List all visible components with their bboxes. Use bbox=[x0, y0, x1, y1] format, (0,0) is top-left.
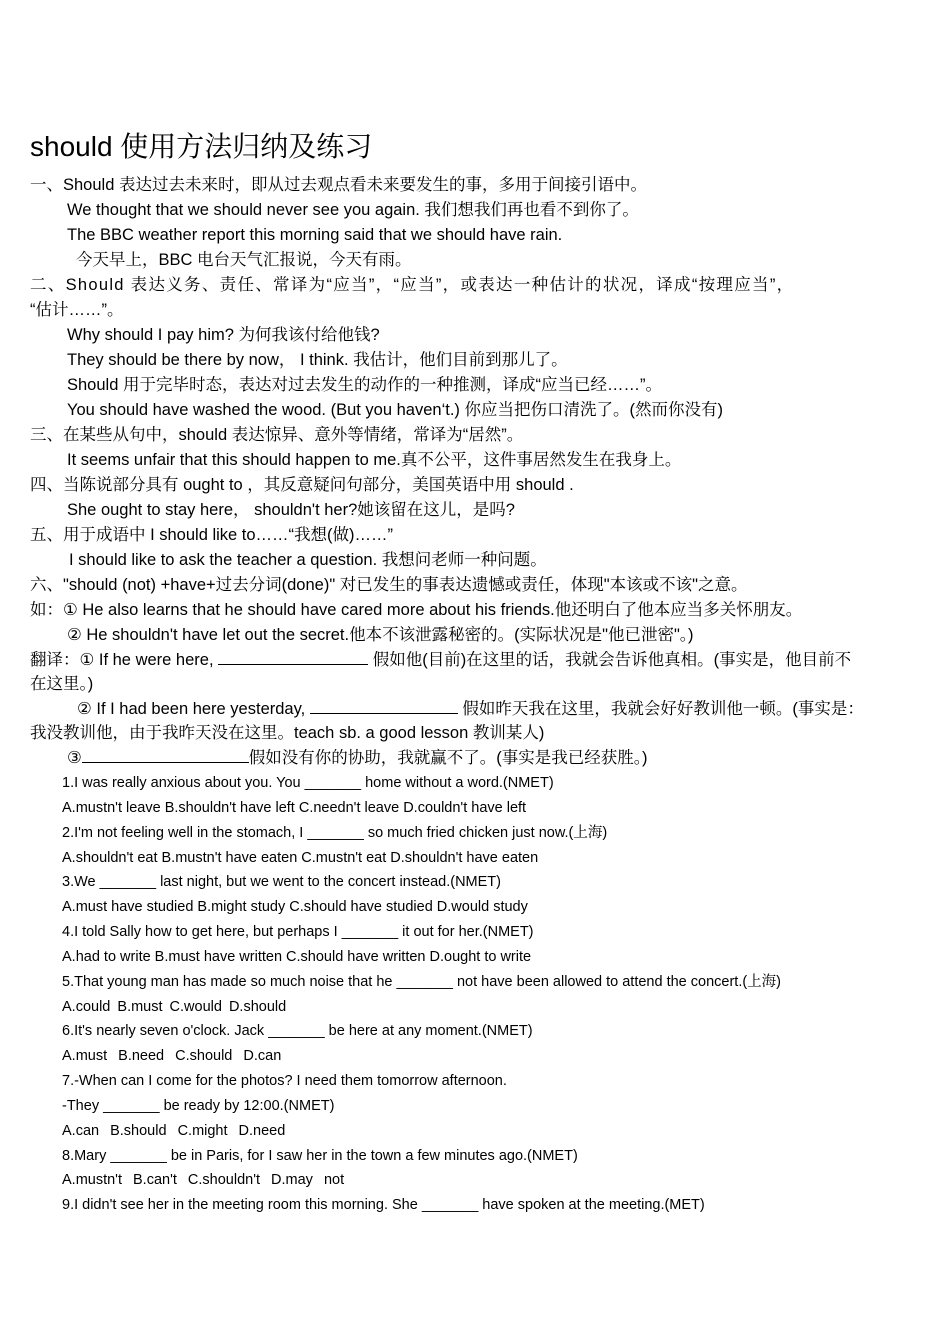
question: 9.I didn't see her in the meeting room this morning. She _______ have spoken at the meeting.(MET) bbox=[62, 1197, 705, 1213]
page-title: should 使用方法归纳及练习 bbox=[30, 131, 373, 162]
example-line: Why should I pay him? 为何我该付给他钱? bbox=[67, 326, 380, 344]
answer-options: A.mustn't leave B.shouldn't have left C.needn't leave D.couldn't have left bbox=[62, 800, 527, 816]
question: 1.I was really anxious about you. You _______ home without a word.(NMET) bbox=[62, 775, 554, 791]
example-line: ② He shouldn't have let out the secret.他本不该泄露秘密的。(实际状况是"他已泄密"。) bbox=[67, 626, 694, 644]
question: 5.That young man has made so much noise that he _______ not have been allowed to attend the concert.(上海) bbox=[62, 974, 782, 990]
answer-options: A.mustn't B.can't C.shouldn't D.may not bbox=[62, 1172, 345, 1188]
example-line: The BBC weather report this morning said that we should have rain. bbox=[67, 226, 563, 244]
answer-options: A.could B.must C.would D.should bbox=[62, 999, 287, 1015]
section-3-heading: 三、在某些从句中，should 表达惊异、意外等情绪，常译为“居然”。 bbox=[30, 426, 524, 444]
translation-item-2-cont: 我没教训他，由于我昨天没在这里。teach sb. a good lesson 教训某人) bbox=[30, 724, 545, 742]
example-line: It seems unfair that this should happen to me.真不公平，这件事居然发生在我身上。 bbox=[67, 451, 682, 469]
answer-options: A.had to write B.must have written C.should have written D.ought to write bbox=[62, 949, 532, 965]
translation-text: 假如昨天我在这里，我就会好好教训他一顿。(事实是： bbox=[457, 700, 864, 718]
translation-item-2 bbox=[77, 698, 864, 720]
note-line: Should 用于完毕时态，表达对过去发生的动作的一种推测，译成“应当已经……”。 bbox=[67, 376, 662, 394]
question: 2.I'm not feeling well in the stomach, I _______ so much fried chicken just now.(上海) bbox=[62, 825, 608, 841]
answer-options: A.must have studied B.might study C.should have studied D.would study bbox=[62, 899, 528, 915]
question: 8.Mary _______ be in Paris, for I saw her in the town a few minutes ago.(NMET) bbox=[62, 1148, 578, 1164]
translation-text: 假如没有你的协助，我就赢不了。(事实是我已经获胜。) bbox=[248, 749, 648, 767]
answer-blank bbox=[82, 748, 249, 763]
answer-options: A.shouldn't eat B.mustn't have eaten C.mustn't eat D.shouldn't have eaten bbox=[62, 850, 539, 866]
translation-text: ③ bbox=[67, 749, 82, 767]
section-1-heading: 一、Should 表达过去未来时，即从过去观点看未来要发生的事，多用于间接引语中。 bbox=[30, 176, 647, 194]
answer-options: A.can B.should C.might D.need bbox=[62, 1123, 286, 1139]
section-6-heading: 六、"should (not) +have+过去分词(done)" 对已发生的事表达遗憾或责任，体现"本该或不该"之意。 bbox=[30, 576, 748, 594]
section-2-heading: 二、Should 表达义务、责任、常译为“应当”，“应当”，或表达一种估计的状况，译成“按理应当”， bbox=[30, 276, 795, 294]
example-line: 如：① He also learns that he should have cared more about his friends.他还明白了他本应当多关怀朋友。 bbox=[30, 601, 803, 619]
translation-item-3 bbox=[67, 747, 648, 769]
answer-blank bbox=[310, 699, 458, 714]
question: 7.-When can I come for the photos? I need them tomorrow afternoon. bbox=[62, 1073, 507, 1089]
question: 4.I told Sally how to get here, but perhaps I _______ it out for her.(NMET) bbox=[62, 924, 534, 940]
translation-text: 假如他(目前)在这里的话，我就会告诉他真相。(事实是，他目前不 bbox=[368, 651, 852, 669]
translation-text: 翻译：① If he were here, bbox=[30, 651, 219, 669]
example-line: I should like to ask the teacher a question. 我想问老师一种问题。 bbox=[69, 551, 547, 569]
example-line: You should have washed the wood. (But you haven‘t.) 你应当把伤口清洗了。(然而你没有) bbox=[67, 401, 723, 419]
section-2-heading-cont: “估计……”。 bbox=[30, 301, 124, 319]
question: 3.We _______ last night, but we went to the concert instead.(NMET) bbox=[62, 874, 501, 890]
example-translation: 今天早上，BBC 电台天气汇报说，今天有雨。 bbox=[76, 251, 412, 269]
section-4-heading: 四、当陈说部分具有 ought to ，其反意疑问句部分，美国英语中用 should . bbox=[30, 476, 574, 494]
example-line: She ought to stay here， shouldn't her?她该留在这儿，是吗? bbox=[67, 501, 515, 519]
example-line: They should be there by now， I think. 我估计，他们目前到那儿了。 bbox=[67, 351, 568, 369]
answer-blank bbox=[218, 650, 368, 665]
example-line: We thought that we should never see you again. 我们想我们再也看不到你了。 bbox=[67, 201, 639, 219]
translation-item-1-cont: 在这里。) bbox=[30, 675, 94, 693]
question-cont: -They _______ be ready by 12:00.(NMET) bbox=[62, 1098, 335, 1114]
translation-text: ② If I had been here yesterday, bbox=[77, 700, 310, 718]
section-5-heading: 五、用于成语中 I should like to……“我想(做)……” bbox=[30, 526, 394, 544]
answer-options: A.must B.need C.should D.can bbox=[62, 1048, 282, 1064]
translation-item-1 bbox=[30, 649, 851, 671]
question: 6.It's nearly seven o'clock. Jack _______ be here at any moment.(NMET) bbox=[62, 1023, 533, 1039]
